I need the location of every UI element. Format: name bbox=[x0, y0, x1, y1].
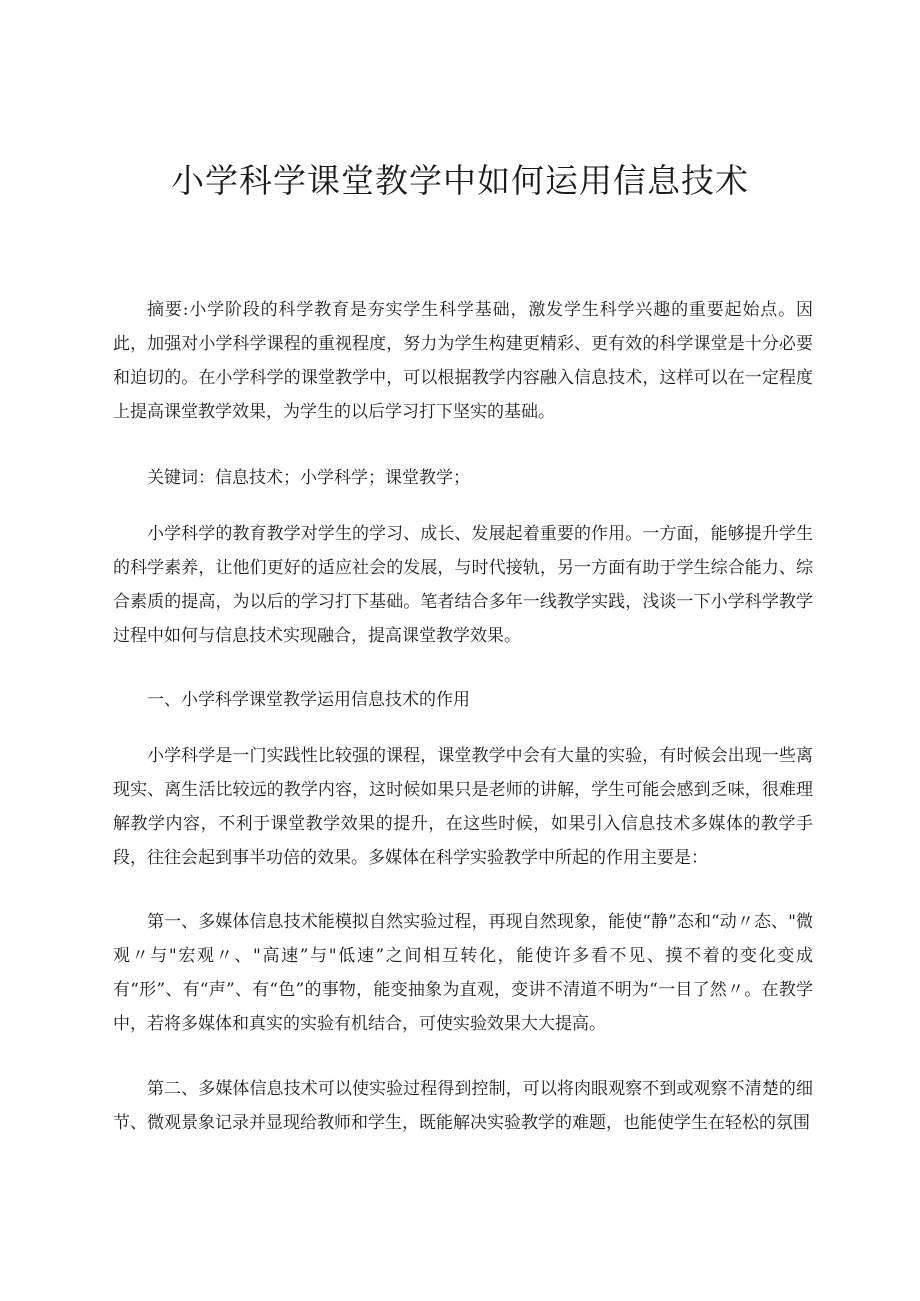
document-title: 小学科学课堂教学中如何运用信息技术 bbox=[171, 161, 749, 200]
abstract-text: 小学阶段的科学教育是夯实学生科学基础，激发学生科学兴趣的重要起始点。因此，加强对小学科学课程的重视程度，努力为学生构建更精彩、更有效的科学课堂是十分必要和迫切的。在小学科学的课堂教学中，可以根据教学内容融入信息技术，这样可以在一定程度上提高课堂教学效果，为学生的以后学习打下坚实的基础。 bbox=[113, 300, 813, 422]
point-one-paragraph: 第一、多媒体信息技术能模拟自然实验过程，再现自然现象，能使“静”态和“动〃态、"微观〃与"宏观〃、"高速”与"低速”之间相互转化，能使许多看不见、摸不着的变化变成有“形”、有“声”、有“色”的事物，能变抽象为直观，变讲不清道不明为“一目了然〃。在教学中，若将多媒体和真实的实验有机结合，可使实验效果大大提高。 bbox=[113, 912, 813, 1034]
intro-paragraph: 小学科学的教育教学对学生的学习、成长、发展起着重要的作用。一方面，能够提升学生的科学素养，让他们更好的适应社会的发展，与时代接轨，另一方面有助于学生综合能力、综合素质的提高，为以后的学习打下基础。笔者结合多年一线教学实践，浅谈一下小学科学教学过程中如何与信息技术实现融合，提高课堂教学效果。 bbox=[113, 524, 813, 646]
keywords-line: 关键词：信息技术；小学科学；课堂教学； bbox=[147, 468, 470, 488]
point-two-paragraph: 第二、多媒体信息技术可以使实验过程得到控制，可以将肉眼观察不到或观察不清楚的细节、微观景象记录并显现给教师和学生，既能解决实验教学的难题，也能使学生在轻松的氛围 bbox=[113, 1079, 813, 1133]
abstract-paragraph bbox=[113, 293, 813, 429]
abstract-label: 摘要: bbox=[147, 300, 189, 320]
section-one-paragraph: 小学科学是一门实践性比较强的课程，课堂教学中会有大量的实验，有时候会出现一些离现实、离生活比较远的教学内容，这时候如果只是老师的讲解，学生可能会感到乏味，很难理解教学内容，不利于课堂教学效果的提升，在这些时候，如果引入信息技术多媒体的教学手段，往往会起到事半功倍的效果。多媒体在科学实验教学中所起的作用主要是： bbox=[113, 746, 813, 868]
section-one-heading: 一、小学科学课堂教学运用信息技术的作用 bbox=[147, 690, 470, 710]
